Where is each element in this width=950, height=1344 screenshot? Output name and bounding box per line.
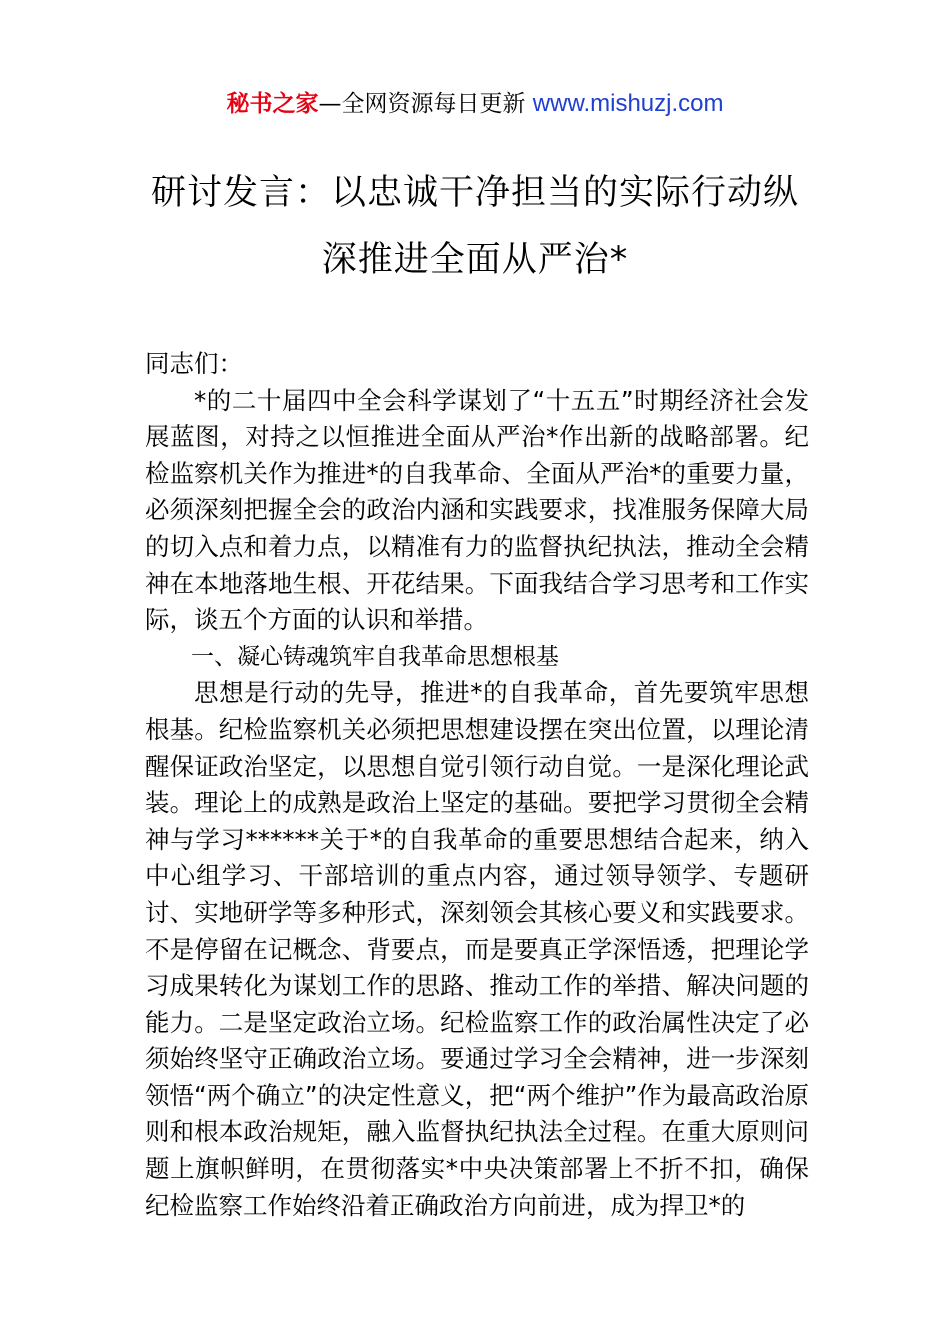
header-tagline: —全网资源每日更新	[318, 91, 526, 117]
document-body	[145, 346, 809, 1224]
document-title	[60, 160, 890, 294]
salutation: 同志们：	[145, 349, 243, 378]
section-paragraph: 思想是行动的先导，推进*的自我革命，首先要筑牢思想根基。纪检监察机关必须把思想建设摆在突出位置，以理论清醒保证政治坚定，以思想自觉引领行动自觉。一是深化理论武装。理论上的成熟是政治上坚定的基础。要把学习贯彻全会精神与学习******关于*的自我革命的重要思想结合起来，纳入中心组学习、干部培训的重点内容，通过领导领学、专题研讨、实地研学等多种形式，深刻领会其核心要义和实践要求。不是停留在记概念、背要点，而是要真正学深悟透，把理论学习成果转化为谋划工作的思路、推动工作的举措、解决问题的能力。二是坚定政治立场。纪检监察工作的政治属性决定了必须始终坚守正确政治立场。要通过学习全会精神，进一步深刻领悟“两个确立”的决定性意义，把“两个维护”作为最高政治原则和根本政治规矩，融入监督执纪执法全过程。在重大原则问题上旗帜鲜明，在贯彻落实*中央决策部署上不折不扣，确保纪检监察工作始终沿着正确政治方向前进，成为捍卫*的	[145, 678, 809, 1220]
section-heading: 一、凝心铸魂筑牢自我革命思想根基	[191, 643, 559, 670]
title-line-1: 研讨发言：以忠诚干净担当的实际行动纵	[150, 173, 799, 213]
brand-name[interactable]: 秘书之家	[226, 91, 319, 117]
site-url-link[interactable]: www.mishuzj.com	[532, 90, 724, 117]
intro-paragraph: *的二十届四中全会科学谋划了“十五五”时期经济社会发展蓝图，对持之以恒推进全面从严治*作出新的战略部署。纪检监察机关作为推进*的自我革命、全面从严治*的重要力量，必须深刻把握全会的政治内涵和实践要求，找准服务保障大局的切入点和着力点，以精准有力的监督执纪执法，推动全会精神在本地落地生根、开花结果。下面我结合学习思考和工作实际，谈五个方面的认识和举措。	[145, 385, 809, 635]
title-line-2: 深推进全面从严治*	[321, 240, 629, 280]
site-header	[0, 86, 950, 122]
